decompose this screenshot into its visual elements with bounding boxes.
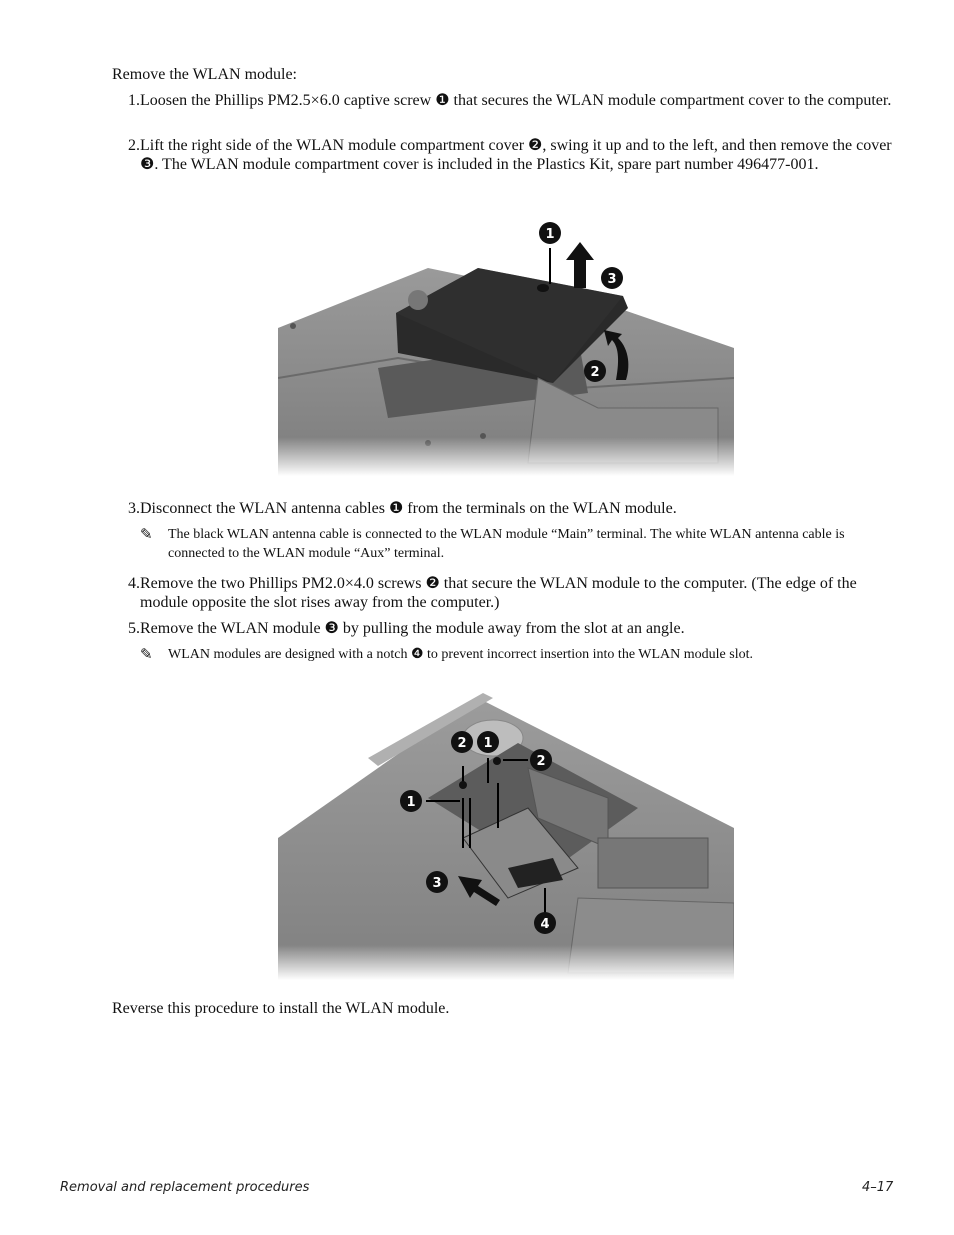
step-text: Disconnect the WLAN antenna cables ❶ from the terminals on the WLAN module. <box>140 500 677 517</box>
step-5 <box>112 619 902 638</box>
step-text: Lift the right side of the WLAN module compartment cover ❷, swing it up and to the left, and then remove the cover ❸. The WLAN module compartment cover is included in the Plastics Kit, spare part number 496477-001. <box>140 137 892 173</box>
step-4 <box>112 574 902 612</box>
figure-cover-removal <box>278 218 734 476</box>
step-2 <box>112 136 902 174</box>
note-antenna-cables <box>140 525 900 563</box>
step-number: 5. <box>128 620 140 637</box>
figure-module-removal <box>278 688 734 980</box>
note-pencil-icon: ✎ <box>140 525 153 543</box>
step-number: 3. <box>128 500 140 517</box>
note-notch <box>140 645 900 664</box>
step-number: 1. <box>128 92 140 109</box>
step-text: Remove the WLAN module ❸ by pulling the module away from the slot at an angle. <box>140 620 685 637</box>
intro-text: Remove the WLAN module: <box>112 66 297 83</box>
step-1 <box>112 91 902 110</box>
note-text: The black WLAN antenna cable is connected to the WLAN module “Main” terminal. The white WLAN antenna cable is connected to the WLAN module “Aux” terminal. <box>168 527 845 561</box>
note-pencil-icon: ✎ <box>140 645 153 663</box>
step-text: Remove the two Phillips PM2.0×4.0 screws ❷ that secure the WLAN module to the computer. (The edge of the module opposite the slot rises away from the computer.) <box>140 575 857 611</box>
footer-page-number: 4–17 <box>862 1180 894 1195</box>
note-text: WLAN modules are designed with a notch ❹ to prevent incorrect insertion into the WLAN module slot. <box>168 647 753 662</box>
step-number: 2. <box>128 137 140 154</box>
step-number: 4. <box>128 575 140 592</box>
step-3 <box>112 499 902 518</box>
closing-text: Reverse this procedure to install the WLAN module. <box>112 1000 450 1017</box>
step-text: Loosen the Phillips PM2.5×6.0 captive screw ❶ that secures the WLAN module compartment cover to the computer. <box>140 92 892 109</box>
footer-section-title: Removal and replacement procedures <box>60 1180 310 1195</box>
